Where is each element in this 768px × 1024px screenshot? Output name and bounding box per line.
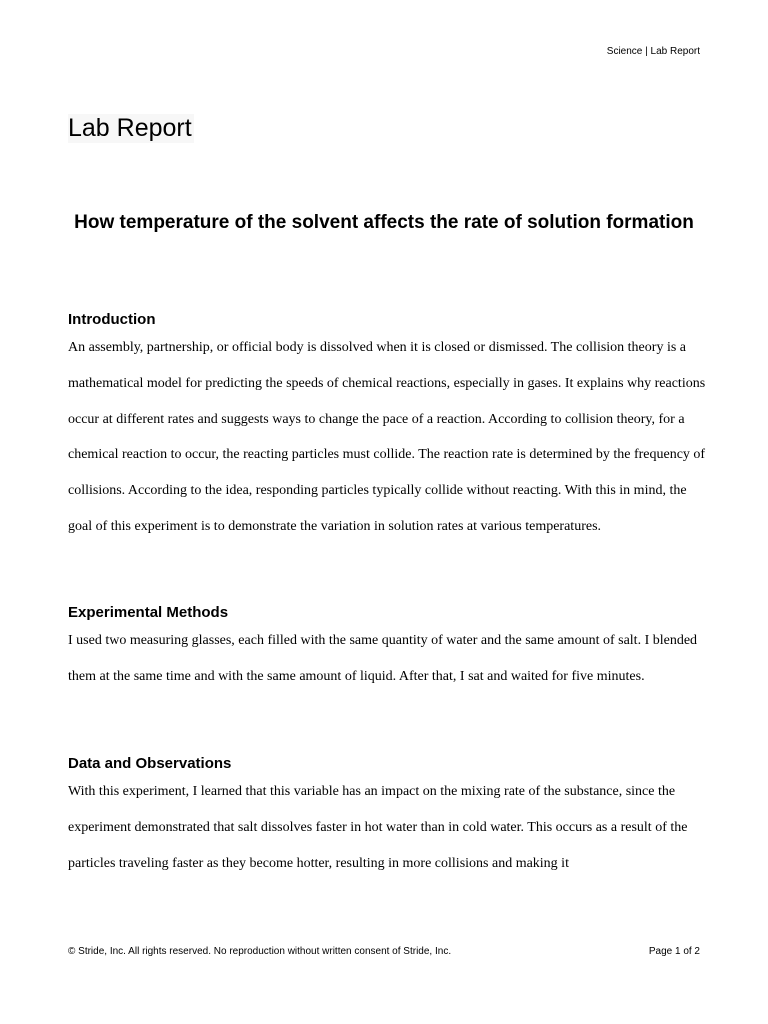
section-heading: Data and Observations — [68, 755, 232, 772]
report-subtitle: How temperature of the solvent affects the rate of solution formation — [74, 212, 694, 233]
section-experimental-methods — [68, 603, 708, 695]
section-body: I used two measuring glasses, each filled with the same quantity of water and the same amount of salt. I blended them at the same time and with the same amount of liquid. After that, I sat and waited for five minutes. — [68, 633, 698, 684]
section-heading: Experimental Methods — [68, 604, 229, 621]
section-body: With this experiment, I learned that this variable has an impact on the mixing rate of the substance, since the experiment demonstrated that salt dissolves faster in hot water than in cold water. This occurs as a result of the particles traveling faster as they become hotter, resulting in more collisions and making it — [68, 784, 688, 871]
section-heading: Introduction — [68, 311, 156, 328]
section-body: An assembly, partnership, or official body is dissolved when it is closed or dismissed. The collision theory is a mathematical model for predicting the speeds of chemical reactions, especially in gases. It explains why reactions occur at different rates and suggests ways to change the pace of a reaction. According to collision theory, for a chemical reaction to occur, the reacting particles must collide. The reaction rate is determined by the frequency of collisions. According to the idea, responding particles typically collide without reacting. With this in mind, the goal of this experiment is to demonstrate the variation in solution rates at various temperatures. — [68, 340, 706, 534]
page-header-label: Science | Lab Report — [606, 46, 700, 57]
section-introduction — [68, 310, 708, 545]
footer-page-number: Page 1 of 2 — [648, 946, 700, 957]
page-title: Lab Report — [68, 114, 192, 142]
footer-copyright: © Stride, Inc. All rights reserved. No reproduction without written consent of Stride, Inc. — [68, 946, 452, 957]
section-data-observations — [68, 754, 708, 881]
